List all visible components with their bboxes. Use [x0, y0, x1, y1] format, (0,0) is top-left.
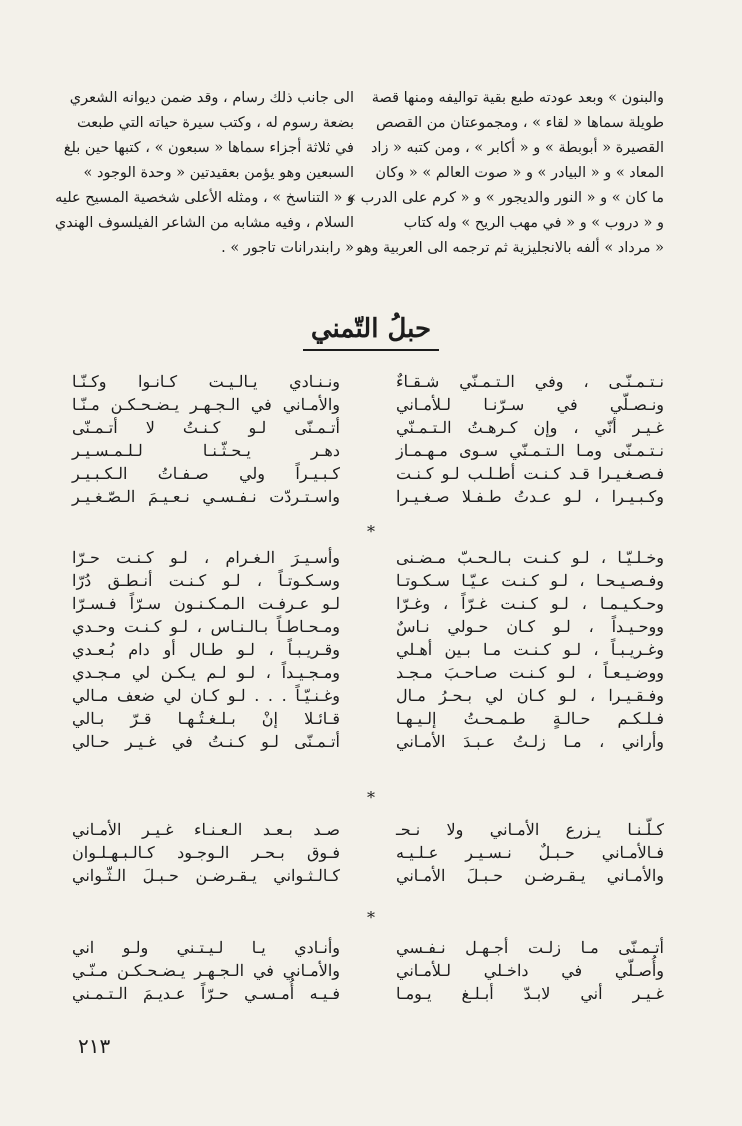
prose-line: القصيرة « أبوبطة » و « أكابر » ، ومن كتبه « زاد — [370, 140, 664, 156]
prose-line: و « دروب » و « في مهب الريح » وله كتاب — [403, 215, 664, 231]
prose-line: و « التناسخ » ، ومثله الأعلى شخصية المسيح عليه — [55, 190, 354, 206]
verse-line: أتـمـنّى لـو كـنـتُ لا أتـمـنّى — [72, 418, 340, 437]
verse-line: وأراني ، مـا زلـتُ عـبـدَ الأمـاني — [396, 732, 664, 751]
verse-line: وأنـادي يـا لـيـتـني ولـو اني — [72, 938, 340, 957]
verse-line: والأمـاني في الـجـهـر يـضـحـكـن مـنّـا — [72, 395, 340, 414]
poem-title: حبلُ التّمني — [303, 312, 439, 351]
stanza-left-hemistichs — [72, 546, 340, 753]
verse-line: والأمـاني في الـجـهـر يـضـحـكـن مـنّـي — [72, 961, 340, 980]
prose-line: الى جانب ذلك رسام ، وقد ضمن ديوانه الشعري — [69, 90, 354, 106]
verse-line: ومـحـاطـاً بـالـنـاس ، لـو كـنـت وحـدي — [72, 617, 340, 636]
verse-line: وخـلـيّـا ، لـو كـنـت بـالـحـبّ مـضـنى — [396, 548, 664, 567]
verse-line: وسـكـوتـاً ، لـو كـنـت أنـطـق دُرّا — [72, 571, 340, 590]
prose-line: طويلة سماها « لقاء » ، ومجموعتان من القصص — [376, 115, 664, 131]
verse-line: أتـمـنّى لـو كـنـتُ في غـيـر حـالي — [72, 732, 340, 751]
prose-line: المعاد » و « البيادر » و « صوت العالم » « وكان — [375, 165, 664, 181]
prose-line: ما كان » و « النور والديجور » و « كرم على الدرب » — [347, 190, 664, 206]
verse-line: واسـتـردّت نـفـسـي نـعـيـمَ الـصّـغـيـر — [72, 487, 340, 506]
verse-line: وفـقـيـرا ، لـو كـان لي بـحـرُ مـال — [396, 686, 664, 705]
verse-line: كـلّـنـا يـزرع الأمـاني ولا نـحـ — [396, 820, 664, 839]
verse-line: أتـمـنّى مـا زلـت أجـهـل نـفـسي — [396, 938, 664, 957]
prose-section — [54, 86, 664, 261]
verse-line: غـيـر أني لابـدّ أبـلـغ يـومـا — [396, 984, 664, 1003]
prose-line: والبنون » وبعد عودته طبع بقية تواليفه ومنها قصة — [371, 90, 664, 106]
verse-line: وأسـيـرَ الـغـرام ، لـو كـنـت حـرّا — [72, 548, 340, 567]
stanza-right-hemistichs — [396, 546, 664, 753]
stanza-left-hemistichs — [72, 370, 340, 508]
stanza-separator: * — [367, 522, 375, 541]
verse-line: نـتـمـنّـى ، وفي الـتـمـنّي شـقـاءٌ — [396, 372, 664, 391]
verse-line: ونـنـادي يـالـيـت كـانـوا وكـنّـا — [72, 372, 340, 391]
prose-right-column — [347, 86, 664, 261]
verse-line: ووضـيـعـاً ، لـو كـنـت صـاحـبَ مـجـد — [396, 663, 664, 682]
prose-left-column — [54, 86, 354, 261]
verse-line: وأُصـلّي في داخـلي لـلأمـاني — [396, 961, 664, 980]
stanza-right-hemistichs — [396, 818, 664, 887]
prose-line: السلام ، وفيه مشابه من الشاعر الفيلسوف الهندي — [54, 215, 354, 231]
verse-line: غـيـر أنّي ، وإن كـرهـتُ الـتـمـنّي — [396, 418, 664, 437]
verse-line: دهـر يـحـثّـنـا لـلـمـسـيـر — [72, 441, 340, 460]
stanza-separator: * — [367, 908, 375, 927]
verse-line: فـيـه أُمـسـي حـرّاً عـديـمَ الـتـمـني — [72, 984, 340, 1003]
verse-line: وكـبـيـرا ، لـو عـدتُ طـفـلا صـغـيـرا — [396, 487, 664, 506]
verse-line: ووحـيـداً ، لـو كـان حـولي نـاسٌ — [396, 617, 664, 636]
verse-line: فـلـكـم حـالـةٍ طـمـحـتُ إلـيـهـا — [396, 709, 664, 728]
poem-stanza-4 — [72, 936, 664, 1005]
prose-line: بضعة رسوم له ، وكتب سيرة حياته التي طبعت — [76, 115, 354, 131]
verse-line: صـد بـعـد الـعـنـاء غـيـر الأمـاني — [72, 820, 340, 839]
prose-line: « مرداد » ألفه بالانجليزية ثم ترجمه الى العربية وهو — [356, 240, 664, 256]
verse-line: كـبـيـراً ولي صـفـاتُ الـكـبـيـر — [72, 464, 340, 483]
stanza-right-hemistichs — [396, 936, 664, 1005]
prose-line: « رابندرانات تاجور » . — [221, 240, 354, 256]
prose-line: السبعين وهو يؤمن بعقيدتين « وحدة الوجود » — [83, 165, 354, 181]
verse-line: وغـريـبـاً ، لـو كـنـت مـا بـين أهـلي — [396, 640, 664, 659]
verse-line: وقـريـبـاً ، لـو طـال أو دام بُـعـدي — [72, 640, 340, 659]
poem-stanza-2 — [72, 546, 664, 753]
verse-line: وغـنـيّـاً . . . لـو كـان لي ضعف مـالي — [72, 686, 340, 705]
verse-line: ومـجـيـداً ، لـو لـم يـكـن لي مـجـدي — [72, 663, 340, 682]
prose-line: في ثلاثة أجزاء سماها « سبعون » ، كتبها حين بلغ — [63, 140, 354, 156]
stanza-left-hemistichs — [72, 818, 340, 887]
verse-line: فـالأمـاني حـبـلٌ نـسـيـر عـلـيـه — [396, 843, 664, 862]
poem-title-wrap — [0, 312, 742, 351]
stanza-left-hemistichs — [72, 936, 340, 1005]
verse-line: كـالـثـواني يـقـرضـن حـبـلَ الـثّـواني — [72, 866, 340, 885]
verse-line: فـوق بـحـر الـوجـود كـالـبـهـلـوان — [72, 843, 340, 862]
verse-line: لـو عـرفـت الـمـكـنـون سـرّاً فـسـرّا — [72, 594, 340, 613]
verse-line: ونـصـلّي في سـرّنـا لـلأمـاني — [396, 395, 664, 414]
poem-stanza-3 — [72, 818, 664, 887]
stanza-right-hemistichs — [396, 370, 664, 508]
verse-line: والأمـاني يـقـرضـن حـبـلَ الأمـاني — [396, 866, 664, 885]
poem-stanza-1 — [72, 370, 664, 508]
verse-line: فـصـغـيـرا قـد كـنـت أطـلـب لـو كـنـت — [396, 464, 664, 483]
stanza-separator: * — [367, 788, 375, 807]
verse-line: وفـصـيـحـا ، لـو كـنـت عـيّـا سـكـوتـا — [396, 571, 664, 590]
verse-line: وحـكـيـمـا ، لـو كـنـت غـرّاً ، وغـرّا — [396, 594, 664, 613]
verse-line: نـتـمـنّى ومـا الـتـمـنّي سـوى مـهـمـاز — [396, 441, 664, 460]
page-number: ٢١٣ — [78, 1034, 111, 1058]
verse-line: قـائـلا إنْ بـلـغـتُـهـا قـرّ بـالي — [72, 709, 340, 728]
